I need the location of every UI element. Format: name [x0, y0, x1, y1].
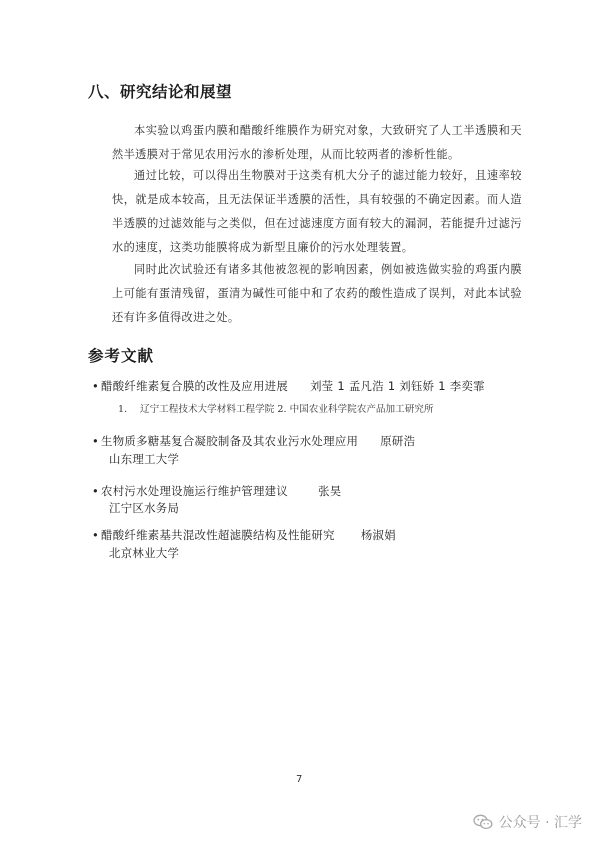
watermark	[473, 812, 582, 832]
affiliation-number: 1.	[118, 404, 128, 415]
reference-authors: 原研浩	[380, 434, 416, 448]
wechat-icon	[473, 814, 493, 830]
conclusion-paragraph-2: 通过比较，可以得出生物膜对于这类有机大分子的滤过能力较好，且速率较快，就是成本较高，且无法保证半透膜的活性，具有较强的不确定因素。而人造半透膜的过滤效能与之类似，但在过滤速度方面有较大的漏洞，若能提升过滤污水的速度，这类功能膜将成为新型且廉价的污水处理装置。	[112, 169, 522, 254]
reference-affiliation: 北京林业大学	[109, 546, 180, 560]
reference-title: 农村污水处理设施运行维护管理建议	[101, 484, 289, 498]
reference-title: 醋酸纤维素基共混改性超滤膜结构及性能研究	[101, 528, 335, 542]
reference-item	[92, 433, 415, 449]
reference-authors: 张昊	[318, 484, 342, 498]
bullet-icon: •	[92, 528, 100, 542]
conclusion-paragraph-1: 本实验以鸡蛋内膜和醋酸纤维膜作为研究对象，大致研究了人工半透膜和天然半透膜对于常见农用污水的渗析处理，从而比较两者的渗析性能。	[112, 124, 522, 161]
bullet-icon: •	[92, 434, 100, 448]
conclusion-paragraph-3: 同时此次试验还有诸多其他被忽视的影响因素，例如被选做实验的鸡蛋内膜上可能有蛋清残留，蛋清为碱性可能中和了农药的酸性造成了误判，对此本试验还有许多值得改进之处。	[112, 263, 522, 324]
bullet-icon: •	[92, 484, 100, 498]
reference-title: 生物质多糖基复合凝胶制备及其农业污水处理应用	[101, 434, 359, 448]
reference-authors: 刘莹 1 孟凡浩 1 刘钰娇 1 李奕霏	[310, 379, 485, 393]
reference-item	[92, 378, 485, 394]
reference-title: 醋酸纤维素复合膜的改性及应用进展	[101, 379, 289, 393]
reference-affiliation: 山东理工大学	[109, 452, 180, 466]
section-title: 八、研究结论和展望	[88, 83, 233, 101]
page-number: 7	[296, 774, 303, 785]
reference-authors: 杨淑娟	[360, 528, 396, 542]
bullet-icon: •	[92, 379, 100, 393]
references-title: 参考文献	[88, 347, 155, 365]
reference-affiliation: 江宁区水务局	[109, 501, 180, 515]
reference-affiliation: 辽宁工程技术大学材料工程学院 2. 中国农业科学院农产品加工研究所	[140, 404, 434, 415]
reference-item	[92, 527, 396, 543]
reference-item	[92, 483, 341, 499]
reference-affiliation-note	[118, 401, 433, 415]
watermark-text: 公众号 · 汇学	[498, 815, 582, 831]
